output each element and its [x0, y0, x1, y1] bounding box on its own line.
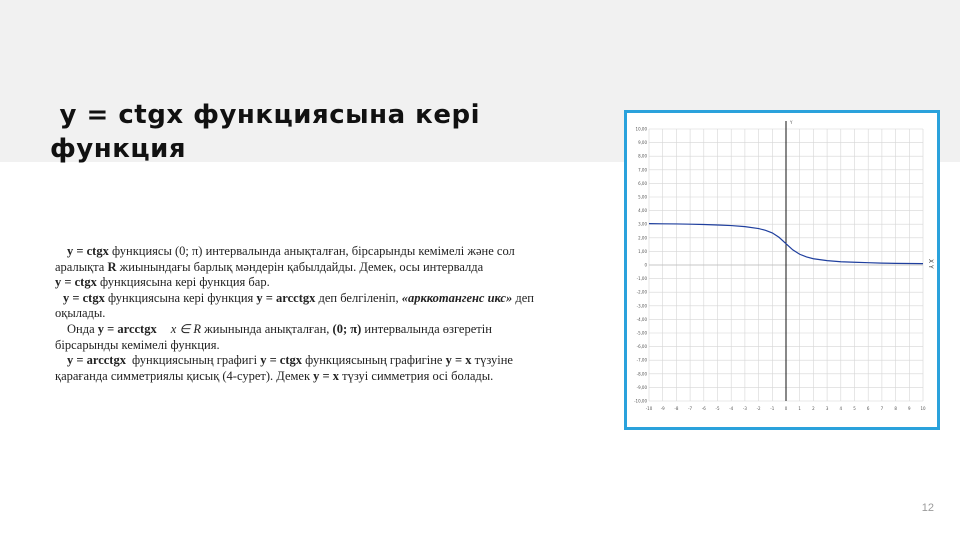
x-tick-label: 7: [880, 406, 884, 411]
text-line-9: [55, 369, 595, 385]
y-tick-label: -8,00: [636, 371, 647, 377]
title-line-2: функция: [50, 134, 187, 164]
formula: y = arcctgx: [97, 321, 157, 336]
text: функциясы (0; π) интервалында анықталған, бірсарынды кемімелі және сол: [108, 244, 515, 258]
text: аралықта: [55, 259, 108, 274]
x-tick-label: 0: [784, 406, 788, 411]
text: түзуі симметрия осі болады.: [339, 368, 494, 383]
text-line-6: [55, 322, 595, 338]
x-tick-label: 6: [866, 406, 870, 411]
x-tick-label: 1: [798, 406, 801, 411]
text: функциясының графигіне: [302, 353, 446, 368]
text: жиынындағы барлық мәндерін қабылдайды. Демек, осы интервалда: [116, 259, 484, 274]
arcctg-graph-frame: [624, 110, 940, 430]
y-axis-label: Y: [790, 120, 793, 125]
x-tick-label: -2: [756, 406, 761, 411]
text: оқылады.: [55, 306, 106, 321]
x-tick-label: 4: [839, 406, 843, 411]
y-tick-label: -2,00: [636, 289, 647, 295]
x-tick-label: -6: [701, 406, 706, 411]
text-line-7: [55, 338, 595, 354]
x-tick-label: 10: [920, 406, 926, 411]
x-tick-label: -4: [729, 406, 734, 411]
x-tick-label: -3: [742, 406, 747, 411]
y-tick-label: 1,00: [638, 248, 647, 254]
y-tick-label: 7,00: [638, 167, 647, 173]
text: деп: [512, 290, 534, 305]
x-tick-label: -5: [715, 406, 720, 411]
y-tick-label: 0: [644, 262, 647, 268]
formula: y = arcctgx: [67, 353, 126, 368]
title-line-1: y = ctgx функциясына кері: [50, 100, 480, 130]
x-tick-label: -10: [645, 406, 653, 411]
y-tick-label: -1,00: [636, 276, 647, 282]
y-tick-label: -3,00: [636, 303, 647, 309]
text-line-4: [55, 291, 595, 307]
page-number: 12: [921, 502, 934, 514]
text: бірсарынды кемімелі функция.: [55, 337, 220, 352]
text: функциясына кері функция бар.: [96, 275, 270, 290]
y-tick-label: -10,00: [634, 398, 647, 404]
x-tick-label: 3: [825, 406, 829, 411]
y-tick-label: 2,00: [638, 235, 647, 241]
text: деп белгіленіп,: [315, 290, 402, 305]
text: жиынында анықталған,: [201, 321, 333, 336]
y-tick-label: -4,00: [636, 316, 647, 322]
text: қарағанда симметриялы қисық (4-сурет). Демек: [55, 368, 314, 383]
formula: y = ctgx: [260, 353, 303, 368]
formula: y = x: [445, 353, 472, 368]
x-tick-label: -7: [688, 406, 693, 411]
text: Онда: [67, 321, 98, 336]
x-tick-label: -1: [770, 406, 775, 411]
text: интервалында өзгеретін: [361, 321, 492, 336]
text: функциясына кері функция: [104, 290, 257, 305]
y-tick-label: 8,00: [638, 153, 647, 159]
text: түзуіне: [471, 353, 513, 368]
formula: x ∈ R: [170, 321, 202, 336]
y-tick-label: -6,00: [636, 344, 647, 350]
term: «арккотангенс икс»: [401, 290, 513, 305]
text-line-5: [55, 306, 595, 322]
text-line-3: [55, 275, 595, 291]
y-tick-label: 9,00: [638, 140, 647, 146]
text-line-8: [55, 353, 595, 369]
y-tick-label: 5,00: [638, 194, 647, 200]
formula: y = ctgx: [55, 275, 97, 290]
x-tick-label: 8: [894, 406, 897, 411]
y-tick-label: 4,00: [638, 208, 647, 214]
y-tick-label: 6,00: [638, 180, 647, 186]
y-tick-label: -7,00: [636, 357, 647, 363]
arcctg-graph: [627, 113, 937, 427]
formula: R: [107, 259, 117, 274]
textbook-excerpt: [55, 244, 595, 384]
y-tick-label: -9,00: [636, 384, 647, 390]
x-tick-label: 9: [908, 406, 911, 411]
x-tick-label: -8: [674, 406, 679, 411]
x-tick-label: 2: [812, 406, 815, 411]
formula: y = x: [313, 368, 340, 383]
text-line-1: [55, 244, 595, 260]
y-tick-label: 3,00: [638, 221, 647, 227]
formula: (0; π): [332, 321, 362, 336]
formula: y = arcctgx: [256, 290, 316, 305]
slide-title: [50, 98, 590, 166]
text: функциясының графигі: [131, 353, 261, 368]
x-tick-label: -9: [660, 406, 665, 411]
formula: y = ctgx: [63, 290, 105, 305]
x-axis-label: X Y: [927, 259, 934, 269]
x-tick-label: 5: [853, 406, 856, 411]
formula: y = ctgx: [67, 244, 109, 258]
y-tick-label: -5,00: [636, 330, 647, 336]
text-line-2: [55, 260, 595, 276]
y-tick-label: 10,00: [635, 126, 647, 132]
